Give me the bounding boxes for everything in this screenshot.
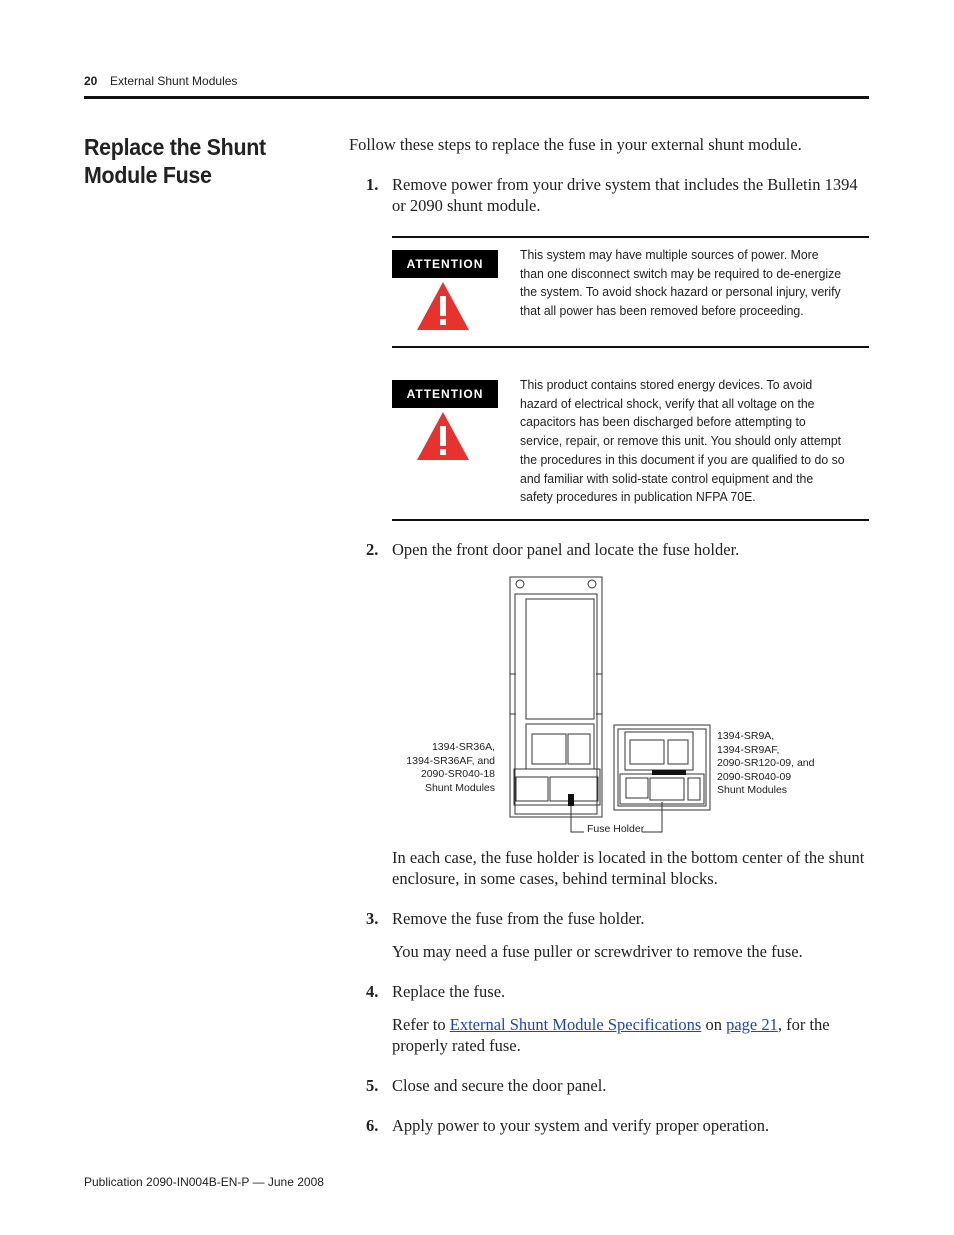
publication-footer: Publication 2090-IN004B-EN-P — June 2008	[84, 1175, 324, 1189]
attention-text: This product contains stored energy devices. To avoid hazard of electrical shock, verify that all voltage on the capacitors has been discharged before attempting to service, repair, or remove this unit. You should only attempt the procedures in this document if you are qualified to do so and familiar with solid-state control equipment and the safety procedures in publication NFPA 70E.	[520, 377, 845, 505]
warning-triangle-icon	[415, 280, 471, 332]
step-2-note: In each case, the fuse holder is located in the bottom center of the shunt enclosure, in some cases, behind terminal blocks.	[392, 848, 865, 888]
step-4	[366, 982, 870, 1004]
attention-rule-bottom	[392, 519, 869, 521]
step-number: 1.	[366, 175, 379, 194]
page-21-link[interactable]: page 21	[726, 1015, 778, 1034]
step-3	[366, 909, 870, 931]
figure-label-left: 1394-SR36A, 1394-SR36AF, and 2090-SR040-18 Shunt Modules	[406, 741, 495, 794]
shunt-module-drawing	[400, 574, 830, 839]
step-5	[366, 1076, 870, 1098]
step-text: Remove the fuse from the fuse holder.	[392, 909, 645, 928]
running-header: External Shunt Modules	[110, 74, 238, 88]
step-text: Remove power from your drive system that includes the Bulletin 1394 or 2090 shunt module.	[392, 175, 858, 215]
attention-label: ATTENTION	[392, 380, 498, 408]
step-number: 4.	[366, 982, 379, 1001]
step-2	[366, 540, 870, 562]
header-rule	[84, 96, 869, 99]
attention-rule-top	[392, 236, 869, 238]
step-number: 2.	[366, 540, 379, 559]
figure-label-right: 1394-SR9A, 1394-SR9AF, 2090-SR120-09, and 2090-SR040-09 Shunt Modules	[717, 730, 815, 796]
page-number: 20	[84, 74, 98, 88]
step-text: Replace the fuse.	[392, 982, 506, 1001]
attention-rule-middle	[392, 346, 869, 348]
intro-text: Follow these steps to replace the fuse in your external shunt module.	[349, 135, 802, 154]
attention-text: This system may have multiple sources of power. More than one disconnect switch may be required to de-energize the system. To avoid shock hazard or personal injury, verify that all power has been removed before proceeding.	[520, 247, 842, 319]
step-text: Apply power to your system and verify proper operation.	[392, 1116, 770, 1135]
specifications-link[interactable]: External Shunt Module Specifications	[449, 1015, 702, 1034]
step-6	[366, 1116, 870, 1138]
warning-triangle-icon	[415, 410, 471, 462]
fuse-holder-callout: Fuse Holder	[587, 823, 645, 835]
step-1	[366, 175, 870, 217]
step-number: 3.	[366, 909, 379, 928]
step-text: Open the front door panel and locate the fuse holder.	[392, 540, 740, 559]
step-text: Close and secure the door panel.	[392, 1076, 607, 1095]
step-number: 6.	[366, 1116, 379, 1135]
step-3-note: You may need a fuse puller or screwdriver to remove the fuse.	[392, 942, 803, 961]
step-4-note: Refer to External Shunt Module Specifications on page 21, for the properly rated fuse.	[392, 1015, 830, 1055]
section-title: Replace the Shunt Module Fuse	[84, 134, 266, 188]
shunt-module-figure	[400, 574, 830, 839]
attention-label: ATTENTION	[392, 250, 498, 278]
step-number: 5.	[366, 1076, 379, 1095]
